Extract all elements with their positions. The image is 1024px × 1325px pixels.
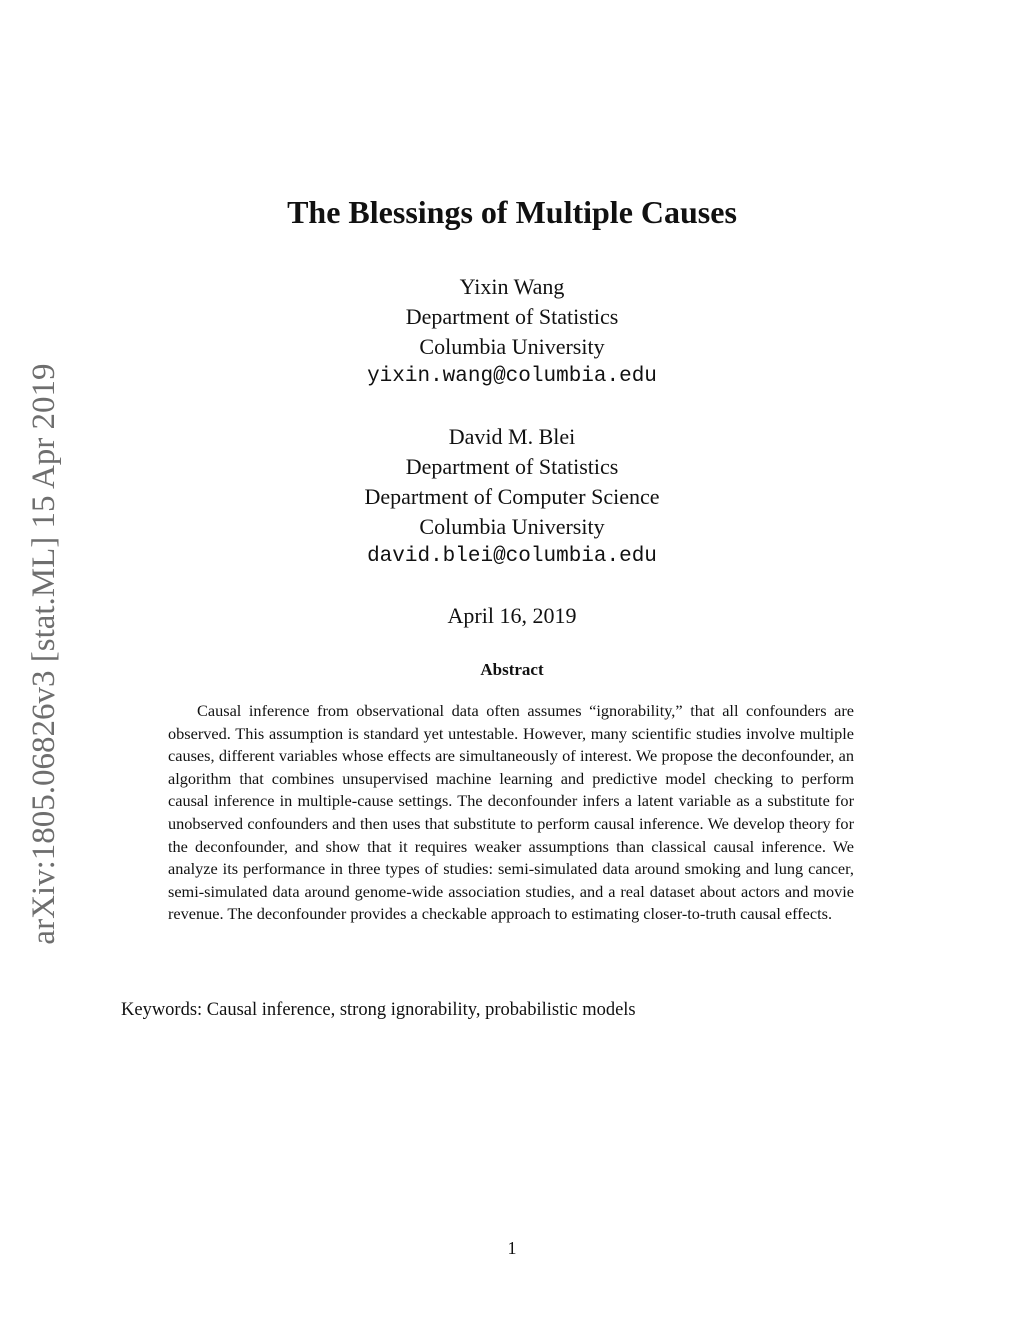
author-affiliation: Department of Statistics: [405, 454, 619, 479]
paper-title: The Blessings of Multiple Causes: [287, 194, 737, 230]
author-affiliation: Department of Statistics: [405, 304, 619, 329]
author-affiliation: Columbia University: [419, 334, 605, 359]
paper-date: April 16, 2019: [447, 603, 577, 628]
keywords-line: Keywords: Causal inference, strong ignorability, probabilistic models: [121, 1000, 636, 1020]
page-number: 1: [507, 1238, 517, 1258]
abstract-heading: Abstract: [480, 660, 544, 679]
author-block-1: [0, 272, 1024, 392]
author-affiliation: Department of Computer Science: [364, 484, 660, 509]
abstract-text: Causal inference from observational data often assumes “ignorability,” that all confounders are observed. This assumption is standard yet untestable. However, many scientific studies involve multiple causes, different variables whose effects are simultaneously of interest. We propose the deconfounder, an algorithm that combines unsupervised machine learning and predictive model checking to perform causal inference in multiple-cause settings. The deconfounder infers a latent variable as a substitute for unobserved confounders and then uses that substitute to perform causal inference. We develop theory for the deconfounder, and show that it requires weaker assumptions than classical causal inference. We analyze its performance in three types of studies: semi-simulated data around smoking and lung cancer, semi-simulated data around genome-wide association studies, and a real dataset about actors and movie revenue. The deconfounder provides a checkable approach to estimating closer-to-truth causal effects.: [168, 701, 854, 924]
author-name: David M. Blei: [448, 424, 576, 449]
author-name: Yixin Wang: [459, 274, 565, 299]
arxiv-identifier: arXiv:1805.06826v3 [stat.ML] 15 Apr 2019: [26, 363, 62, 945]
author-block-2: [0, 422, 1024, 572]
author-email: yixin.wang@columbia.edu: [367, 365, 657, 388]
author-affiliation: Columbia University: [419, 514, 605, 539]
author-email: david.blei@columbia.edu: [367, 545, 657, 568]
